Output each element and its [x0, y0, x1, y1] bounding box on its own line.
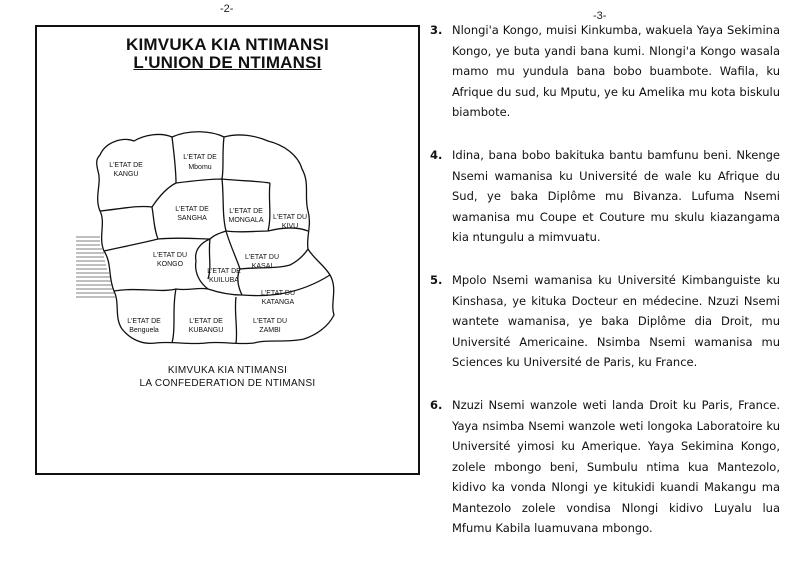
region-sangha-line2: SANGHA — [177, 215, 207, 222]
map-panel — [35, 25, 420, 475]
ntimansi-map — [72, 127, 342, 357]
paragraph-item — [430, 145, 780, 248]
paragraph-text: Idina, bana bobo bakituka bantu bamfunu beni. Nkenge Nsemi wamanisa ku Université de wale ku Afrique du Sud, ye baka Diplôme mu Bivanza. Lufuma Nsemi wamanisa mu Coupe et Couture mu skulu kiazangama kia ntungulu a mimvuatu. — [452, 147, 780, 245]
paragraph-item — [430, 395, 780, 539]
region-zambi-line1: L'ETAT DU — [252, 318, 288, 325]
paragraph-text: Nzuzi Nsemi wanzole weti landa Droit ku Paris, France. Yaya nsimba Nsemi wanzole weti longoka Laboratoire ku Université yimosi ku Amerique. Yaya Sekimina Kongo, zolele mbongo beni, Sumbulu ntima kua Mantezolo, kidivo ka vonda Nlongi ye kitukidi kuandi Makangu ma Mantezolo zolele vondisa Nlongi kidivo Luyalu lua Mfumu Kabila luamuvana mbongo. — [452, 397, 780, 536]
region-mbomu-line2: Mbomu — [188, 164, 212, 171]
map-subtitle: L'UNION DE NTIMANSI — [133, 53, 322, 72]
region-kubangu-line2: KUBANGU — [188, 327, 224, 334]
region-mongala-line2: MONGALA — [228, 217, 264, 224]
paragraph-item — [430, 20, 780, 123]
numbered-paragraphs — [430, 20, 780, 561]
region-kuiluba-line1: L'ETAT DE — [207, 268, 241, 275]
region-kongo-line2: KONGO — [156, 261, 184, 268]
map-title: KIMVUKA KIA NTIMANSI — [126, 35, 329, 54]
region-kangu-line2: KANGU — [113, 171, 139, 178]
map-caption-line2: LA CONFEDERATION DE NTIMANSI — [139, 378, 316, 389]
region-kangu-line1: L'ETAT DE — [109, 162, 143, 169]
region-kubangu-line1: L'ETAT DE — [189, 318, 223, 325]
region-benguela-line2: Benguela — [129, 327, 159, 334]
paragraph-item — [430, 270, 780, 373]
paragraph-text: Mpolo Nsemi wamanisa ku Université Kimbanguiste ku Kinshasa, ye kituka Docteur en médecine. Nzuzi Nsemi wantete wamanisa, ye baka Diplôme dia Droit, mu Université Americaine. Nsimba Nsemi wamanisa mu Sciences ku Université de Paris, ku France. — [452, 272, 780, 370]
region-mbomu-line1: L'ETAT DE — [183, 154, 217, 161]
region-kivu-line2: KIVU — [281, 223, 299, 230]
paragraph-number: 5. — [430, 272, 443, 287]
region-benguela-line1: L'ETAT DE — [127, 318, 161, 325]
region-kongo-line1: L'ETAT DU — [152, 252, 188, 259]
paragraph-number: 4. — [430, 147, 443, 162]
page-number-right: -3- — [593, 10, 607, 22]
paragraph-number: 3. — [430, 23, 443, 37]
region-zambi-line2: ZAMBI — [259, 327, 281, 334]
region-katanga-line1: L'ETAT DU — [260, 290, 296, 297]
region-mongala-line1: L'ETAT DE — [229, 208, 263, 215]
region-kuiluba-line2: KUILUBA — [209, 277, 239, 284]
page-number-left: -2- — [220, 3, 234, 15]
region-kasai-line1: L'ETAT DU — [244, 254, 280, 261]
paragraph-number: 6. — [430, 397, 443, 412]
region-katanga-line2: KATANGA — [261, 299, 295, 306]
region-kasai-line2: KASAI — [251, 263, 273, 270]
paragraph-text: Nlongi'a Kongo, muisi Kinkumba, wakuela Yaya Sekimina Kongo, ye buta yandi bana kumi. Nlongi'a Kongo wasala mamo mu yundula bana bobo buambote. Wafila, ku Afrique du sud, ku Mputu, ye ku Amelika mu kota biskulu biambote. — [452, 23, 780, 120]
map-caption-line1: KIMVUKA KIA NTIMANSI — [167, 365, 288, 376]
region-kivu-line1: L'ETAT DU — [272, 214, 308, 221]
region-sangha-line1: L'ETAT DE — [175, 206, 209, 213]
